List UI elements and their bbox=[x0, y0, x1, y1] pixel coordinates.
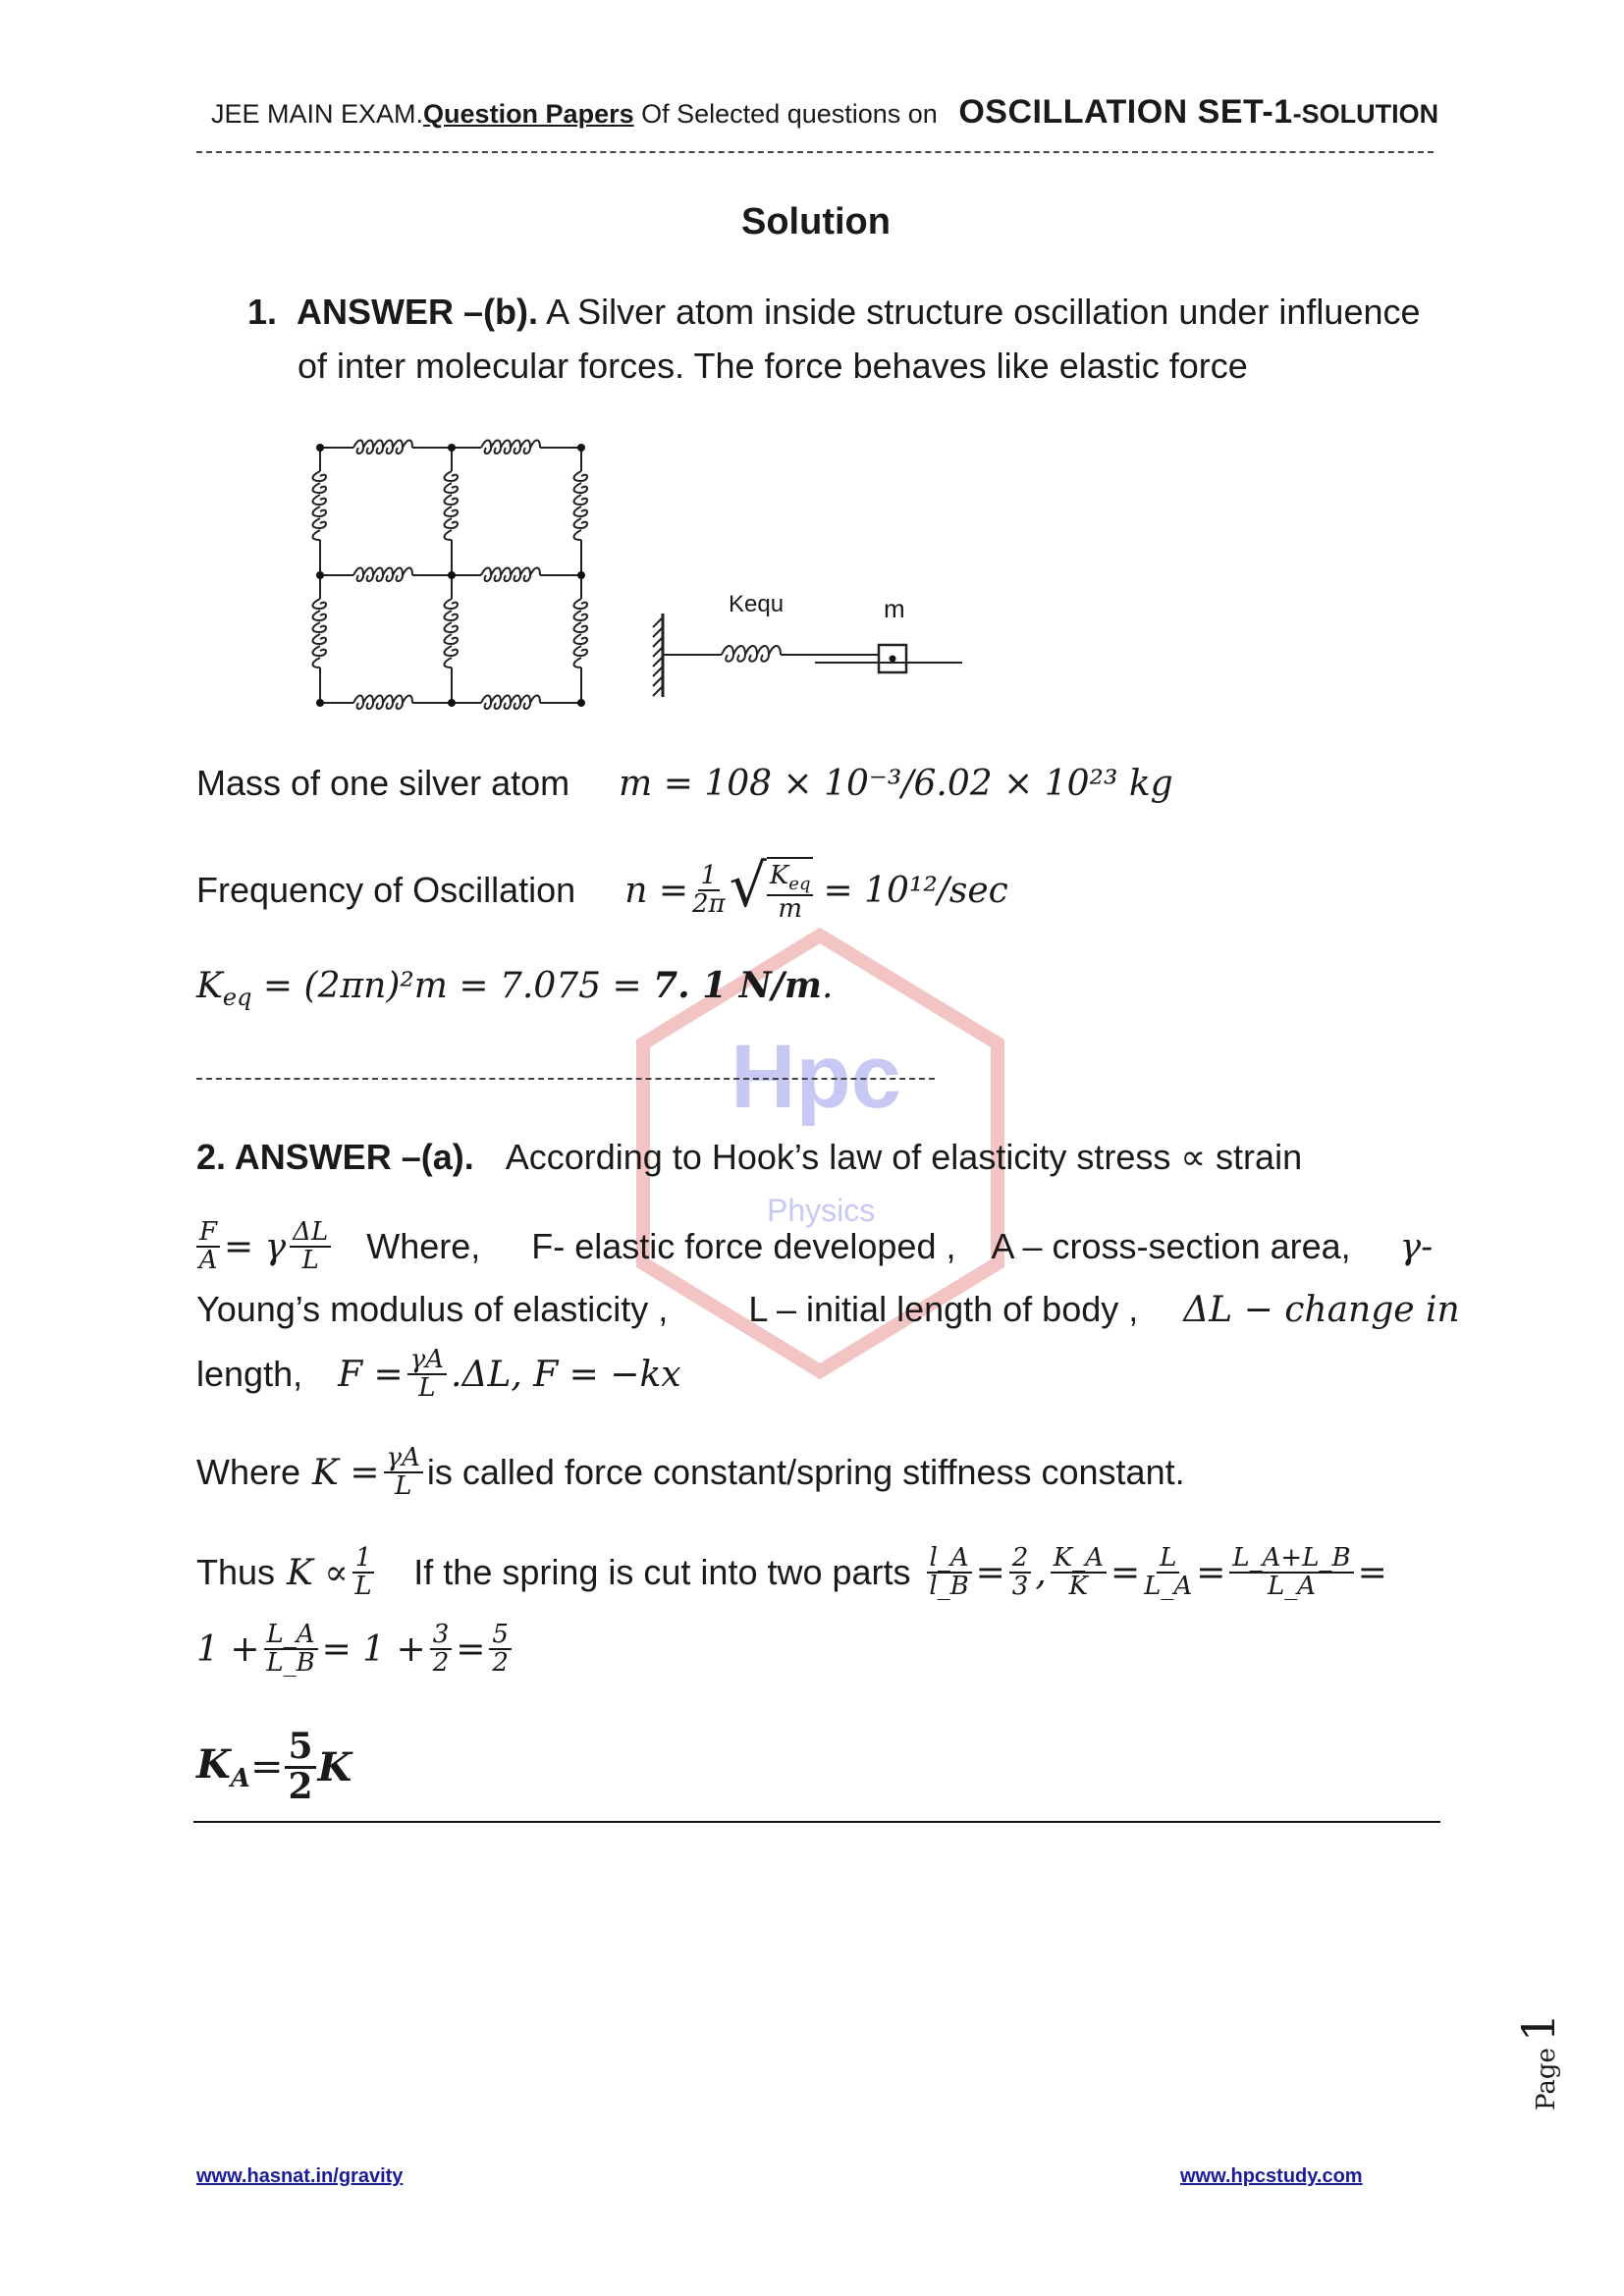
q1-answer-line: 1. ANSWER –(b). A Silver atom inside structure oscillation under influence bbox=[247, 292, 1421, 332]
footer-link-left[interactable]: www.hasnat.in/gravity bbox=[196, 2165, 404, 2187]
q2-where-k-line: Where K = $\frac{\gamma A}{L}$ is called force constant/spring stiffness constant. bbox=[196, 1442, 1185, 1501]
q2-final-result: $K_A$ = $\frac{5}{2}$ K bbox=[196, 1725, 352, 1807]
footer-link-right[interactable]: www.hpcstudy.com bbox=[1180, 2165, 1363, 2187]
q1-answer-line-2: of inter molecular forces. The force behaves like elastic force bbox=[298, 346, 1248, 386]
q2-line3: length, F = $\frac{\gamma A}{L}$ .ΔL, F = −kx bbox=[196, 1344, 681, 1403]
q2-answer-line: 2. ANSWER –(a). According to Hook’s law of elasticity stress ∝ strain bbox=[196, 1137, 1303, 1177]
header-divider bbox=[196, 151, 1434, 153]
page-number: Page1 bbox=[1512, 2012, 1565, 2110]
q2-line5: 1 + $\frac{L\_A}{L\_B}$ = 1 + $\frac{3}{2}$ = $\frac{5}{2}$ bbox=[196, 1610, 515, 1688]
q2-line2: Young’s modulus of elasticity , L – initial length of body , ΔL − change in bbox=[196, 1289, 1460, 1330]
q1-divider bbox=[196, 1078, 935, 1080]
frequency-line: Frequency of Oscillation n = $\frac{1}{2\pi}$ √ $\frac{K_{eq}}{m}$ = 10¹²/sec bbox=[196, 852, 1008, 925]
page-title: Solution bbox=[741, 201, 891, 242]
keq-equation: $K_{eq} = (2\pi n)^2m = 7.075 = 7$. 1 N/m. bbox=[196, 965, 834, 1012]
spring-mass-diagram bbox=[643, 604, 972, 702]
q2-eq1-line: $\frac{F}{A}$ = γ $\frac{\Delta L}{L}$ Where, F- elastic force developed , A – cross-section area, γ- bbox=[196, 1207, 1433, 1286]
watermark-logo-text: Hpc bbox=[731, 1027, 901, 1127]
silver-lattice-diagram bbox=[304, 432, 589, 717]
mass-label: m bbox=[884, 594, 905, 623]
q2-thus-line: Thus K ∝ $\frac{1}{L}$ If the spring is cut into two parts $\frac{l\_A}{l\_B}$ = $\frac{2}{3}$ , $\frac{K\_A}{K}$ = $\frac{L}{L\_A}$ = $\frac{L\_A+L\_B}{L\_A}$ = bbox=[196, 1542, 1387, 1601]
watermark-subtext: Physics bbox=[767, 1193, 876, 1228]
mass-line: Mass of one silver atom m = 108 × 10⁻³/6.02 × 10²³ kg bbox=[196, 763, 1173, 804]
section-divider bbox=[193, 1821, 1440, 1823]
k-equ-label: Kequ bbox=[729, 591, 785, 617]
page-header: JEE MAIN EXAM.Question Papers Of Selected questions on OSCILLATION SET-1-SOLUTION bbox=[211, 93, 1439, 131]
